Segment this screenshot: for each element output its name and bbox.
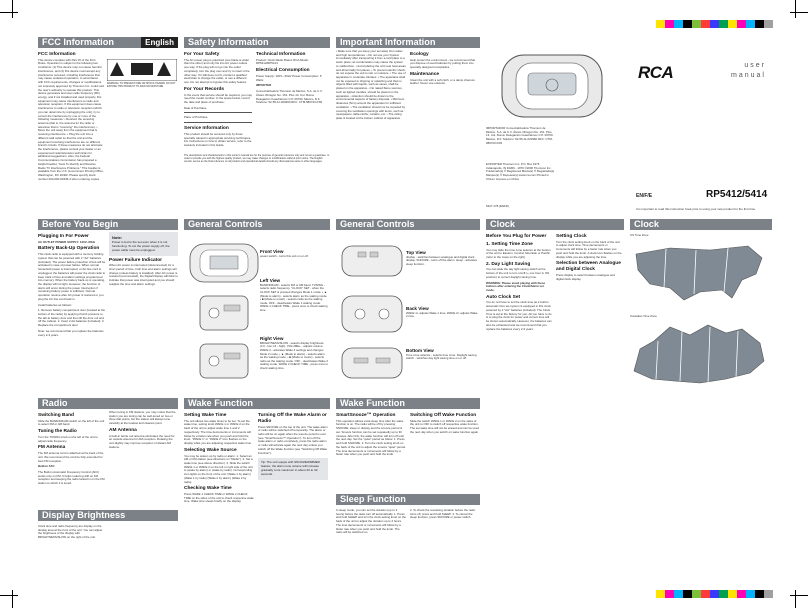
us-time-zone-map	[630, 240, 768, 306]
body-text: You may slide the time zone selector at the bottom of the unit to Eastern, Central, Mountain or Pacific (refer to the maps on the right).	[486, 247, 551, 259]
importer-label: IMPORTER	[256, 83, 272, 88]
body-text: Clean the unit with a soft cloth, or a damp chamois leather. Never use solvents.	[410, 77, 475, 86]
body-text: Power Supply: 120V~ 60Hz Power Consumption: 5 Watts	[256, 73, 322, 82]
section-title: Display Brightness	[42, 510, 126, 520]
color-swatch	[719, 20, 728, 28]
warning-text: WARNING: Please avoid playing with these buttons after entering the Clock/Alarm set mode.	[486, 280, 546, 292]
body-text: AC OUTLET POWER SUPPLY: 120V~60Hz	[38, 239, 96, 244]
body-text: 2. To check the remaining duration before the radio turns off, press and hold SLEEP. 3. To cancel the sleep function, press SNOOZE or power switch.	[410, 508, 476, 520]
body-text: Press display to select between analogue and digital clock display.	[556, 272, 615, 281]
clock-radio-views-icon	[338, 240, 408, 390]
section-title: General Controls	[340, 219, 415, 229]
color-swatch	[728, 20, 737, 28]
subheading: For Your Records	[184, 86, 225, 92]
section-title: Wake Function	[188, 398, 253, 408]
color-swatch	[737, 20, 746, 28]
body-text: Product: Clock Radio Brand: RCA Model: RP5412/RP5414	[256, 57, 309, 66]
color-swatch	[656, 20, 665, 28]
color-swatch	[701, 20, 710, 28]
section-title: FCC Information	[42, 37, 114, 47]
section-title: Clock	[634, 219, 660, 229]
body-text: Press SNOOZE on the top of the unit. The wake alarm or radio will be switched off temporarily. The alarm or radio will be on again when the snooze period is over (see "SmartSnooze™ Operation"). To turn off the wake alarm or radio completely, press the radio alarm or radio will activate again the next day unless you switch off the Wake function (see "Switching Off Wake Function").	[258, 424, 328, 455]
color-swatch	[665, 20, 674, 28]
body-text: The unit allows two wake times to be set. To set the wake time, setting knob WAKE 1 or WAKE 2 on the back of the unit to adjust wake time 1 and 2 respectively. The time decrements or increments will follow by a faster rate when you push and hold the knob. "WAKE 1" or "WAKE 2" icon flashes on the display while you are adjusting respective wake time.	[184, 418, 252, 446]
subheading: Switching Band	[38, 413, 74, 418]
brightness-panel	[38, 523, 106, 563]
body-text: This clock radio is equipped with a memory holding system that can be powered with 2 "AA" batteries (included). The power failure protection circuit will be activated in case of power failure. When normal household power is interrupted, or AC line cord is unplugged, the batteries will power the clock radio to keep track of time and alarm settings programmed into memory. When the battery back-up is operating, the display will not light. However, the function of alarm will occur during the power interruption if remaining battery power is sufficient. Normal operation resume after AC power is restored or you plug the AC line cord back in.	[38, 252, 106, 301]
clock-maps-panel	[630, 232, 772, 394]
section-header-sleep	[336, 494, 480, 505]
color-swatch	[656, 590, 665, 598]
importer-block: IMPORTADOR Comercializadora Thomson de México, S.A. de C.V. Álvaro Obregón No. 151. Piso 13. Col. Roma. Delegación Cuauhtémoc C.P. 06700. México, D.F. Telefono: 52-55-11-020360 RFC: CTM-980723-KS5	[486, 126, 554, 145]
section-title: Radio	[42, 398, 68, 408]
subheading: For Your Safety	[184, 52, 220, 57]
body-text: In sleep mode, you can set the duration (up to 2 hours) before the radio turn off automatically. 1. Press and hold SLEEP and turn the clock setting knob on the back of the unit to adjust the duration up to 2 hours. The time decrements or increments will follow by a faster rate when you push and hold the knob. The radio will be switched on.	[336, 508, 407, 535]
canada-time-zone-map	[630, 321, 768, 391]
subheading: AM Antenna	[109, 427, 137, 433]
subheading: Switching Off Wake Function	[410, 413, 477, 418]
subheading: Setting Clock	[556, 234, 587, 239]
note-box	[109, 232, 178, 256]
body-text: Note: we recommend that you replace the batteries every 2-3 years.	[38, 328, 104, 337]
body-text: This operation allows extra sleep time after the wake function is on. The radio will be off by pressing SNOOZE, sleep or display and the snooze period is set. Snooze function can be set repeatedly up to 30 minutes. After this, the wake function will turn off until the next day. Set the "quiet" period as follow: 1. Press and hold SNOOZE. 2. Turn the clock setting knob on the back of the unit to adjust the snooze "quiet" period. The time decrements or increments will follow by a faster rate when you push and hold the knob.	[336, 418, 406, 457]
body-text: Slide the switch WAKE 1 or WAKE 2 on the sides of the unit to OFF to switch off respective wake function. The set wake time will not be erased and can be used the next day when you switch on wake function again.	[410, 418, 479, 434]
safety-panel	[184, 50, 330, 215]
place-of-purchase-label: Place of Purchase	[184, 115, 208, 120]
exporter-block: EXPORTER Thomson Inc. P.O. Box 1976 Indianapolis, IN 46206 - 1976 ©2006 Thomson Inc. Trademark(s) ® Registered Marca(s) ® Registrada(s) Marque(s) ® Deposée(s) www.rca.com Printed in China / Impreso en China	[486, 162, 555, 181]
subheading: 2. Day Light Saving	[486, 261, 531, 267]
subheading: Power Failure Indicator	[109, 257, 163, 263]
section-header-general-2	[336, 219, 480, 230]
crop-mark	[790, 595, 808, 596]
cover-panel	[486, 37, 772, 217]
safety-bullets: • Make sure that you keep your set away from water and high temperatures. • Do not use your System immediately after transporting it from a cold place to a warm place; as condensation may cause the system to malfunction. • Avoid placing the unit near heat areas and abnormally hot places. • To prevent electric shock, do not expose the unit to rain or moisture. • The use of apparatus in moderate climates. • The apparatus shall not be exposed to dripping or splashing and that no objects filled with liquids, such as vases, shall be placed on the apparatus. • No naked flame sources, such as lighted candles, should be placed on the apparatus. • Attention should be drawn to the environmental aspects of battery disposal. • Minimum distances (5cm) around the apparatus for sufficient ventilation. • The ventilation should not be impeded by covering the ventilation openings with items, such as newspapers, table-cloths, curtains, etc. • The rating plate is located at the bottom cabinet of apparatus.	[336, 50, 406, 120]
body-text: This product should be serviced only by those specially trained in appropriate servicing techniques. For instructions on how to obtain service, refer to the warranty included in this Guide.	[184, 131, 252, 148]
user-manual-label: user manual	[731, 62, 766, 79]
subheading: Selecting Wake Source	[184, 447, 237, 453]
note-body: Power is fed to the set even when it is not functioning. To cut the power supply off, the power cable must be unplugged.	[112, 239, 170, 252]
left-view-desc: BAND/FM•AM - selects FM or AM band. TUNING - selects radio frequency. "CLOCK" SET - when the CLOCK SET is pressed changes Mode 1 mode. • ▲ (Mode to alarm) - selects alarm as the waking mode. • ■ (Mode to music) - selects radio as the waking mode. OFF - deactivates Wake 1 waking mode. WAKE 1 CHECK TIME - press once to check waking time.	[260, 282, 328, 313]
top-view-desc: display - switches between analogue and digital clock display. SNOOZE - turns off the alarm. sleep - activates sleep function.	[406, 254, 477, 266]
color-swatch	[674, 20, 683, 28]
before-you-begin-panel	[38, 232, 178, 394]
section-header-brightness	[38, 510, 178, 521]
language-codes: EN/F/E	[636, 193, 653, 199]
tip-text: Tip: The unit equips with SNOOZE/DIMMER feature, the alarm tone volume will increase gradually to its maximum in about 20 to 40 seconds.	[261, 460, 320, 476]
subheading: Checking Wake Time	[184, 486, 232, 492]
subheading: Auto Clock Set	[486, 294, 521, 300]
color-swatch	[746, 20, 755, 28]
color-swatch	[701, 590, 710, 598]
date-of-purchase-label: Date of Purchase	[184, 105, 207, 110]
section-title: Clock	[490, 219, 516, 229]
color-swatch	[710, 20, 719, 28]
model-number: RP5412/5414	[706, 189, 768, 200]
important-panel	[336, 50, 480, 215]
color-swatch	[764, 590, 773, 598]
body-text: Clock time and radio frequency are display on the display area at the front of the unit. You can adjust the brightness of the display with BRIGHTNESS/SLOW on the right of the unit.	[38, 524, 103, 540]
bottom-view-label: Bottom View	[406, 348, 434, 353]
subheading: Selection between Analogue and Digital Clock	[556, 261, 621, 273]
crop-mark	[795, 0, 796, 18]
canada-map-label: Canadian Time Zone	[630, 314, 657, 319]
clock-radio-product-icon	[492, 45, 612, 125]
crop-mark	[0, 12, 18, 13]
left-view-label: Left View	[260, 278, 281, 283]
body-text: Help protect the environment - we recommend that you dispose of used batteries by putting them into specially designed receptacles.	[410, 57, 476, 70]
note-label: Note:	[112, 235, 123, 240]
subheading: Maintenance	[410, 71, 440, 77]
front-view-label: Front View	[260, 249, 284, 254]
section-header-clock-1	[486, 219, 624, 230]
radio-panel	[38, 411, 178, 506]
body-text: Press WAKE 1 CHECK TIME or WAKE 2 CHECK TIME on the sides of the unit to check respective wake time. Wake time shows briefly on the display.	[184, 492, 254, 504]
body-text: When AC power is interrupted (disconnected) for a short period of time, both time and alarm settings will change (unless battery is installed). After AC power is restored (reconnected), the Digital Display will blink to indicate that power was interrupted and you should readjust the time and alarm settings.	[109, 263, 178, 286]
section-title: Important Information	[340, 37, 436, 47]
wake-panel-2	[336, 411, 480, 491]
body-text: The Built-in Automatic Frequency Control (AFC) works only on FM. It helps reducing drift on FM reception and keeping the radio locked in on the FM station to which it is tuned.	[38, 470, 105, 486]
section-header-important	[336, 37, 480, 48]
sleep-panel	[336, 507, 480, 567]
crop-mark	[12, 0, 13, 18]
subheading: 1. Setting Time Zone	[486, 241, 533, 247]
part-number: 5427-178 (ENFR)	[486, 204, 509, 208]
subheading: Battery Back-Up Operation	[38, 246, 100, 252]
body-text: You can slide the day light saving switch at the bottom of the unit to turn on/off (+ one hour in ON position) to correct daylight saving time.	[486, 267, 550, 279]
clock-radio-views-icon	[186, 240, 264, 390]
color-swatch-strip	[656, 20, 773, 28]
fcc-warning: WARNING: TO PREVENT FIRE OR SHOCK HAZARD, DO NOT EXPOSE THIS PRODUCT TO RAIN OR MOISTURE.	[107, 82, 176, 89]
subheading: Service Information	[184, 126, 229, 132]
section-title: Safety Information	[188, 37, 269, 47]
color-swatch	[755, 20, 764, 28]
subheading: Technical Information	[256, 52, 306, 57]
back-view-label: Back View	[406, 306, 429, 311]
us-map-label: US Time Zone	[630, 233, 649, 237]
section-title: Before You Begin	[42, 219, 119, 229]
body-text: When tuning in FM stations, you may notice that the station you are tuning can be well-tuned on two or three dial points, but the station will always tune carefully at the loudest and clearest point.	[109, 411, 176, 426]
section-header-safety	[184, 37, 330, 48]
body-text: In the event that service should be required, you may need the model number. In the space below, record the date and place of purchase:	[184, 92, 252, 104]
body-text: Slide the BAND/FM•AM switch on the left of the unit to select FM or AM band.	[38, 418, 105, 427]
back-view-desc: WAKE 1/- adjusts Wake 1 time. WAKE 2/- adjusts Wake 2 time.	[406, 310, 478, 319]
color-swatch	[764, 20, 773, 28]
color-swatch	[692, 20, 701, 28]
body-text: The FM antenna cord is attached at the back of the unit. We recommend the cord be fully extended for best FM reception.	[38, 451, 104, 463]
crop-mark	[790, 12, 808, 13]
color-swatch	[710, 590, 719, 598]
crop-mark	[795, 590, 796, 608]
section-header-wake-1	[184, 398, 330, 409]
subheading: Before You Plug for Power	[486, 234, 547, 239]
language-tag: English	[141, 37, 178, 48]
wake-panel-1	[184, 411, 330, 571]
general-controls-panel-1	[184, 232, 330, 394]
section-header-fcc	[38, 37, 178, 48]
tagline: It is important to read this instruction book prior to using your new product for the first time.	[636, 207, 756, 211]
color-swatch	[746, 590, 755, 598]
color-swatch	[692, 590, 701, 598]
bottom-view-desc: Time zone selector - selects time zone. Daylight saving switch - switches day light saving time on or off.	[406, 352, 477, 361]
fill-line	[184, 122, 252, 123]
fill-line	[184, 112, 252, 113]
subheading: Setting Wake Time	[184, 413, 227, 418]
color-swatch	[728, 590, 737, 598]
body-text: Install batteries as follows:	[38, 302, 72, 307]
section-title: Sleep Function	[340, 494, 406, 504]
color-swatch	[719, 590, 728, 598]
general-controls-panel-2	[336, 232, 480, 394]
body-text: A built-in ferrite rod antenna eliminates the need for an outside antenna for AM reception. Rotating the unit slightly may improve reception of distant AM stations.	[109, 433, 175, 449]
body-text: You may be woken up by radio or alarm. 1. Select an AM or FM station (see directions on "Radio"). 2. Set a wake time (see above direction). 3. Slide the switch WAKE 1 or WAKE 2 on the left or right side of the unit to (wake by alarm) or (wake by radio). Corresponding icon lights on the front of the unit: (Wake 1 by alarm) (Wake 1 by radio) (Wake 2 by alarm) (Wake 2 by radio)	[184, 453, 253, 484]
subheading: Built-in AFC	[38, 464, 55, 469]
subheading: Turning Off the Wake Alarm or Radio	[258, 413, 327, 424]
color-swatch	[683, 590, 692, 598]
section-header-general-1	[184, 219, 330, 230]
color-swatch	[755, 590, 764, 598]
section-title: Wake Function	[340, 398, 405, 408]
top-view-label: Top View	[406, 250, 426, 255]
color-swatch	[665, 590, 674, 598]
install-steps: 1. Remove battery compartment door (located at the bottom of the radio) by applying thumb pressure to the tab at battery door and then lift the door out and off the cabinet. 2. Insert 2 AA batteries (included). 3. Replace the compartment door.	[38, 308, 105, 328]
body-text: The AC power plug is polarized (one blade is wider than the other) and only fits into AC power outlets one way. If the plug will not go into the outlet completely, turn the plug over and try to insert it the other way. If it still does not fit, contact a qualified electrician to change the outlet, or use a different one. Do not attempt to bypass this safety feature.	[184, 57, 250, 85]
fcc-panel	[38, 50, 178, 215]
section-header-wake-2	[336, 398, 480, 409]
crop-mark	[12, 590, 13, 608]
body-text: Comercializadora Thomson de México, S.A. de C.V. Álvaro Obregón No. 151. Piso 13. Col. Roma. Delegación Cuauhtémoc C.P. 06700. México, D.F. Telefono: 52-55-11-020360 RFC: CTM-980723-KS5	[256, 89, 323, 105]
body-text: Turn the TUNING knob on the left of the unit to adjust radio frequency.	[38, 434, 98, 443]
subheading: Tuning the Radio	[38, 429, 77, 435]
color-swatch-strip	[656, 590, 773, 598]
tip-box	[258, 458, 328, 480]
fcc-heading: FCC Information	[38, 52, 76, 57]
section-title: General Controls	[188, 219, 263, 229]
crop-mark	[0, 595, 18, 596]
disclaimer: The descriptions and characteristics in this owner's manual are for the purpose of general reference only and not as a guarantee. In order to provide you with the highest quality product, we may make changes or modifications without prior notice. The English version serves as the final reference on all product and operational details should any discrepancies arise in other languages.	[184, 153, 330, 164]
subheading: Electrical Consumption	[256, 68, 310, 74]
section-header-clock-2	[630, 219, 772, 230]
body-text: You do not have to set the clock time as a built-in automatic time set system is equipped in this clock powered by 2 "AA" batteries (included). The Clock Time is set at the factory for you. All you have to do is to plug the clock for power and current time will be shown automatically. However, the batteries can also be exhausted and we recommend that you replace the batteries every 2-3 years.	[486, 300, 552, 331]
subheading: FM Antenna	[38, 445, 66, 451]
section-header-radio	[38, 398, 178, 409]
right-view-desc: BRIGHTNESS/SLOW - selects display brightness (LO - low; HI - high). VOLUME+ - adjusts volume. WAKE 2 - activates Wake 2 settings and changes Mode 2 mode. • ▲ (Mode to alarm) - selects alarm as the waking mode. • ■ (Mode to music) - selects radio as the waking mode. OFF - deactivates Wake 2 waking mode. WAKE 2 CHECK TIME - press once to check waking time.	[260, 340, 329, 371]
warning-symbols-icon	[107, 59, 177, 81]
color-swatch	[737, 590, 746, 598]
body-text: Turn the clock setting knob on the back of the unit to adjust clock time. Time decrements or increments will follow by a faster rate when you push and hold the knob. A clock icon flashes on the display while you are adjusting the time.	[556, 239, 622, 259]
color-swatch	[674, 590, 683, 598]
subheading: Plugging In For Power	[38, 234, 89, 239]
subheading: Ecology	[410, 52, 429, 57]
fcc-body: This device complies with Part 15 of the FCC Rules. Operation is subject to the following two conditions: (1) This device may not cause harmful interference, and (2) this device must accept any interference received, including interference that may cause undesired operation. In accordance with FCC requirements, changes or modifications not expressly approved by Thomson Inc. could void the user's authority to operate this product. This device generates and uses radio frequency (RF) energy, and if not installed and used properly, this equipment may cause interference to radio and television reception. If this equipment does cause interference to radio or television reception (which you can determine by unplugging the unit), try to correct the interference by one or more of the following measures: • Reorient the receiving antenna (that is, the antenna for the radio or television that is "receiving" the interference). • Move the unit away from the equipment that is receiving interference. • Plug the unit into a different wall outlet so that the unit and the equipment receiving interference are on different branch circuits. If these measures do not eliminate the interference, please consult your dealer or an experienced radio/television technician for additional suggestions. Also, the Federal Communications Commission has prepared a helpful booklet, "How To Identify and Resolve Radio TV Interference Problems." This booklet is available from the U.S. Government Printing Office, Washington, DC 20402. Please specify stock number 004-000-00345-4 when ordering copies.	[38, 57, 104, 181]
subheading: SmartSnooze™ Operation	[336, 413, 396, 418]
front-view-desc: power switch - turns this unit on or off.	[260, 253, 309, 258]
clock-panel-1	[486, 232, 624, 394]
rca-logo: RCA	[638, 63, 674, 82]
color-swatch	[683, 20, 692, 28]
section-header-begin	[38, 219, 178, 230]
right-view-label: Right View	[260, 336, 284, 341]
